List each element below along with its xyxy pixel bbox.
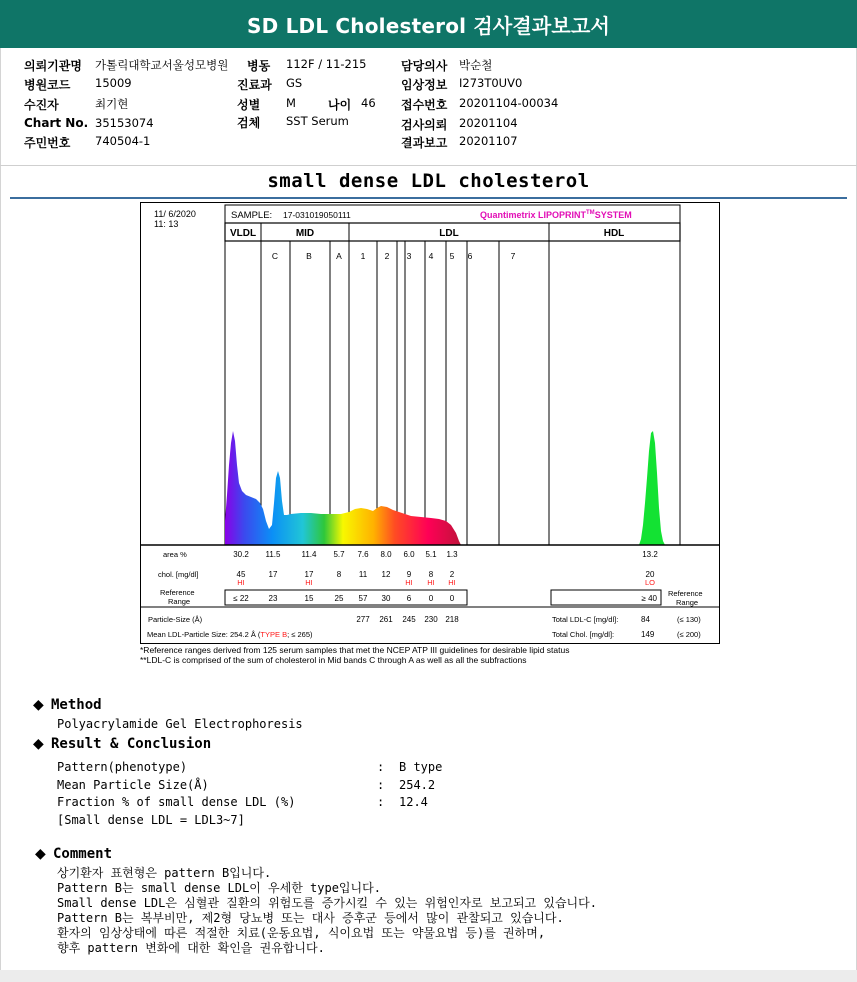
ref-right-1: Reference bbox=[668, 589, 703, 598]
method-heading bbox=[33, 697, 102, 713]
ldl-band-label: 1 bbox=[360, 251, 366, 261]
hospital-code-label: 병원코드 bbox=[24, 78, 71, 92]
total-chol-ref: (≤ 200) bbox=[677, 630, 701, 639]
doctor-label: 담당의사 bbox=[401, 59, 448, 73]
method-text: Polyacrylamide Gel Electrophoresis bbox=[57, 717, 303, 731]
report-date-value: 20201107 bbox=[459, 134, 518, 148]
ref-value: 15 bbox=[304, 594, 314, 603]
specimen-value: SST Serum bbox=[286, 114, 349, 128]
result-label-size: Mean Particle Size(Å) bbox=[57, 778, 209, 792]
mean-size-label: Mean LDL-Particle Size: 254.2 Å (TYPE B; ≤ 265) bbox=[147, 630, 313, 639]
patient-label: 수진자 bbox=[24, 98, 59, 112]
report-date: 11/ 6/2020 bbox=[154, 209, 196, 219]
hdl-profile-curve bbox=[639, 431, 665, 545]
chol-value: 11 bbox=[358, 570, 368, 579]
footnote-2: **LDL-C is comprised of the sum of cholesterol in Mid bands C through A as well as all the subfractions bbox=[140, 655, 527, 665]
chol-value: 12 bbox=[381, 570, 391, 579]
comment-line: 상기환자 표현형은 pattern B입니다. bbox=[57, 866, 272, 880]
department-label: 진료과 bbox=[237, 78, 272, 92]
clinical-info-label: 임상정보 bbox=[401, 78, 448, 92]
comment-heading-text: Comment bbox=[53, 846, 113, 862]
ward-label: 병동 bbox=[247, 59, 271, 73]
report-time: 11: 13 bbox=[154, 219, 179, 229]
particle-size-value: 230 bbox=[424, 615, 438, 624]
chol-value: 8 bbox=[336, 570, 342, 579]
ref-value: 25 bbox=[334, 594, 344, 603]
comment-line: 향후 pattern 변화에 대한 확인을 권유합니다. bbox=[57, 941, 325, 955]
chol-flag: HI bbox=[448, 578, 456, 587]
area-value: 30.2 bbox=[233, 550, 249, 559]
area-value: 5.7 bbox=[333, 550, 345, 559]
institution-value: 가톨릭대학교서울성모병원 bbox=[95, 58, 229, 72]
ref-value: 57 bbox=[358, 594, 368, 603]
ward-value: 112F / 11-215 bbox=[286, 57, 367, 71]
chol-label: chol. [mg/dl] bbox=[158, 570, 199, 579]
ldl-band-label: 6 bbox=[467, 251, 473, 261]
chol-value: 45 bbox=[236, 570, 246, 579]
comment-line: Pattern B는 복부비만, 제2형 당뇨병 또는 대사 증후군 등에서 많이 관찰되고 있습니다. bbox=[57, 911, 564, 925]
band-sub-labels bbox=[272, 251, 516, 261]
total-ldl-label: Total LDL-C [mg/dl]: bbox=[552, 615, 619, 624]
result-heading-text: Result & Conclusion bbox=[51, 736, 212, 752]
chol-flag: HI bbox=[305, 578, 313, 587]
comment-line: Pattern B는 small dense LDL이 우세한 type입니다. bbox=[57, 881, 381, 895]
comment-line: 환자의 임상상태에 따른 적절한 치료(운동요법, 식이요법 또는 약물요법 등)를 권하며, bbox=[57, 926, 546, 940]
particle-size-row bbox=[356, 615, 459, 624]
section-title: small dense LDL cholesterol bbox=[267, 170, 590, 192]
chart-no-label: Chart No. bbox=[24, 116, 89, 130]
ldl-profile-curve bbox=[225, 431, 461, 545]
chol-row bbox=[237, 570, 455, 579]
bottom-strip bbox=[0, 970, 857, 982]
sample-id: 17-031019050111 bbox=[283, 210, 351, 220]
ref-value: 30 bbox=[381, 594, 391, 603]
chol-value: 17 bbox=[268, 570, 278, 579]
ldl-band-label: 7 bbox=[510, 251, 516, 261]
sex-label: 성별 bbox=[237, 98, 261, 112]
particle-size-value: 277 bbox=[356, 615, 370, 624]
area-value: 8.0 bbox=[380, 550, 392, 559]
patient-info bbox=[0, 48, 857, 166]
mid-band-label: A bbox=[336, 251, 342, 261]
area-value: 5.1 bbox=[425, 550, 437, 559]
area-label: area % bbox=[163, 550, 187, 559]
header-bar bbox=[0, 0, 857, 48]
result-label-pattern: Pattern(phenotype) bbox=[57, 760, 188, 774]
lipoprint-report bbox=[140, 202, 720, 644]
chol-flag: HI bbox=[237, 578, 245, 587]
total-chol-value: 149 bbox=[641, 630, 655, 639]
area-value: 1.3 bbox=[446, 550, 458, 559]
ssn-label: 주민번호 bbox=[24, 136, 71, 150]
result-note: [Small dense LDL = LDL3~7] bbox=[57, 813, 245, 827]
area-row bbox=[233, 550, 458, 559]
ref-range-row bbox=[233, 594, 455, 603]
result-colon: : bbox=[377, 795, 385, 809]
total-ldl-value: 84 bbox=[641, 615, 650, 624]
chol-value: 2 bbox=[449, 570, 455, 579]
ldl-band-label: 2 bbox=[384, 251, 390, 261]
band-group-labels bbox=[230, 228, 624, 239]
result-heading bbox=[33, 736, 211, 752]
ssn-value: 740504-1 bbox=[95, 134, 151, 148]
doctor-value: 박순철 bbox=[459, 58, 493, 72]
area-value: 6.0 bbox=[403, 550, 415, 559]
chol-value: 9 bbox=[406, 570, 412, 579]
hdl-flag: LO bbox=[644, 578, 656, 587]
request-date-value: 20201104 bbox=[459, 116, 518, 130]
age-label: 나이 bbox=[328, 98, 352, 112]
area-value: 7.6 bbox=[357, 550, 369, 559]
mid-band-label: C bbox=[271, 251, 279, 261]
department-value: GS bbox=[286, 76, 303, 90]
ref-value: 0 bbox=[449, 594, 455, 603]
mid-band-label: B bbox=[306, 251, 312, 261]
footnote-1: *Reference ranges derived from 125 serum samples that met the NCEP ATP III guidelines for desirable lipid status bbox=[140, 645, 570, 655]
comment-line: Small dense LDL은 심혈관 질환의 위험도를 증가시킬 수 있는 위험인자로 보고되고 있습니다. bbox=[57, 896, 597, 910]
ref-label-1: Reference bbox=[160, 588, 195, 597]
patient-value: 최기현 bbox=[95, 97, 129, 111]
institution-label: 의뢰기관명 bbox=[24, 59, 82, 73]
report-date-label: 결과보고 bbox=[401, 136, 448, 150]
ref-label-2: Range bbox=[168, 597, 191, 606]
title-divider bbox=[10, 197, 847, 199]
receipt-no-value: 20201104-00034 bbox=[459, 96, 559, 110]
clinical-info-value: I273T0UV0 bbox=[459, 76, 523, 90]
ref-right-2: Range bbox=[676, 598, 699, 607]
band-group-label: VLDL bbox=[229, 228, 257, 239]
particle-size-value: 245 bbox=[402, 615, 416, 624]
diamond-bullet-icon: ◆ bbox=[35, 846, 46, 862]
band-group-label: MID bbox=[295, 228, 315, 239]
hdl-chol: 20 bbox=[645, 570, 655, 579]
receipt-no-label: 접수번호 bbox=[401, 98, 448, 112]
diamond-bullet-icon: ◆ bbox=[33, 736, 44, 752]
band-group-label: LDL bbox=[439, 228, 459, 239]
chol-flag: HI bbox=[427, 578, 435, 587]
ldl-band-label: 5 bbox=[449, 251, 455, 261]
ref-value: ≤ 22 bbox=[233, 594, 249, 603]
chol-flag-row bbox=[237, 578, 456, 587]
area-value: 11.5 bbox=[265, 550, 281, 559]
particle-size-label: Particle-Size (Å) bbox=[148, 615, 203, 624]
area-value: 11.4 bbox=[301, 550, 317, 559]
request-date-label: 검사의뢰 bbox=[401, 118, 448, 132]
brand-name: Quantimetrix LIPOPRINT™SYSTEM bbox=[480, 210, 632, 220]
result-colon: : bbox=[377, 760, 385, 774]
band-group-label: HDL bbox=[603, 228, 625, 239]
result-colon: : bbox=[377, 778, 385, 792]
report-title: SD LDL Cholesterol 검사결과보고서 bbox=[247, 13, 610, 38]
sample-label: SAMPLE: bbox=[231, 210, 273, 221]
method-heading-text: Method bbox=[51, 697, 102, 713]
result-label-fraction: Fraction % of small dense LDL (%) bbox=[57, 795, 296, 809]
chol-value: 8 bbox=[428, 570, 434, 579]
ref-value: 23 bbox=[268, 594, 278, 603]
age-value: 46 bbox=[361, 96, 376, 110]
total-chol-label: Total Chol. [mg/dl]: bbox=[552, 630, 615, 639]
particle-size-value: 218 bbox=[445, 615, 459, 624]
ref-value: 6 bbox=[406, 594, 412, 603]
band-divider-lines bbox=[225, 223, 680, 545]
result-value-pattern: B type bbox=[399, 760, 443, 774]
result-value-size: 254.2 bbox=[399, 778, 436, 792]
sex-value: M bbox=[286, 96, 296, 110]
report-figure bbox=[141, 203, 720, 644]
chol-value: 17 bbox=[304, 570, 314, 579]
comment-heading bbox=[35, 846, 112, 862]
chart-no-value: 35153074 bbox=[95, 116, 154, 130]
total-ldl-ref: (≤ 130) bbox=[677, 615, 701, 624]
hdl-area: 13.2 bbox=[642, 550, 658, 559]
diamond-bullet-icon: ◆ bbox=[33, 697, 44, 713]
ldl-band-label: 4 bbox=[428, 251, 434, 261]
hdl-ref: ≥ 40 bbox=[641, 594, 657, 603]
particle-size-value: 261 bbox=[379, 615, 393, 624]
ldl-band-label: 3 bbox=[406, 251, 412, 261]
specimen-label: 검체 bbox=[237, 116, 261, 130]
result-value-fraction: 12.4 bbox=[399, 795, 428, 809]
hospital-code-value: 15009 bbox=[95, 76, 132, 90]
chol-flag: HI bbox=[405, 578, 413, 587]
ref-value: 0 bbox=[428, 594, 434, 603]
